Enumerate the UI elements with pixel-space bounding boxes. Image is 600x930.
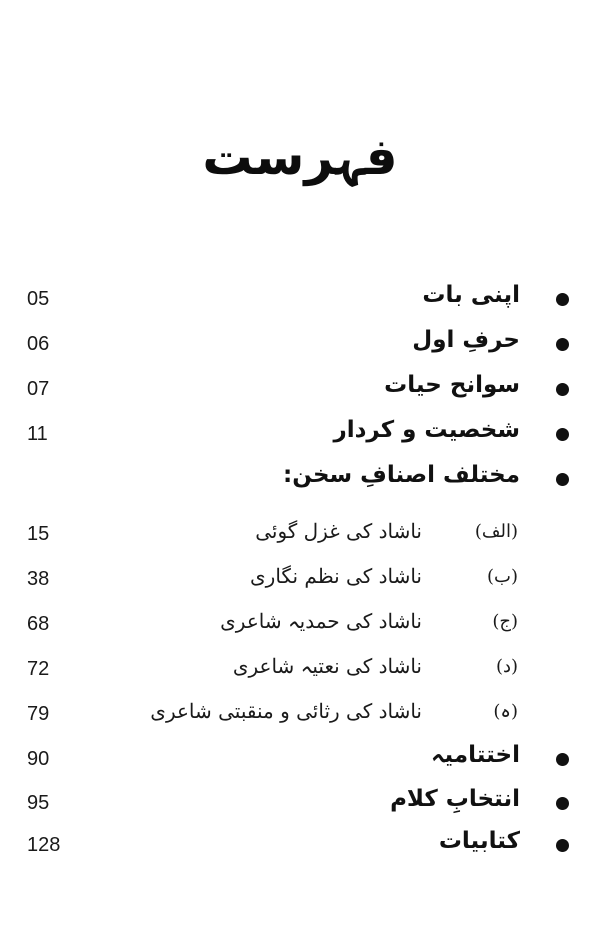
toc-entry (0, 370, 600, 410)
page-number: 79 (27, 703, 50, 725)
bullet-icon (556, 753, 569, 766)
toc-entry (0, 784, 600, 824)
subentry-marker: (ج) (492, 611, 518, 632)
entry-title: اپنی بات (422, 282, 520, 308)
bullet-icon (556, 428, 569, 441)
toc-entry (0, 740, 600, 780)
toc-subentry (0, 695, 600, 735)
toc-entry (0, 280, 600, 320)
page-number: 07 (27, 378, 50, 400)
bullet-icon (556, 797, 569, 810)
bullet-icon (556, 293, 569, 306)
entry-title: ناشاد کی رثائی و منقبتی شاعری (150, 699, 422, 723)
page-number: 06 (27, 333, 50, 355)
bullet-icon (556, 383, 569, 396)
bullet-icon (556, 338, 569, 351)
page-number: 11 (27, 423, 48, 445)
page-title: فہرست (202, 128, 398, 186)
bullet-icon (556, 839, 569, 852)
entry-title: ناشاد کی حمدیہ شاعری (220, 609, 422, 633)
subentry-marker: (د) (495, 656, 518, 677)
page-number: 05 (27, 288, 50, 310)
entry-title: شخصیت و کردار (333, 417, 520, 443)
toc-subentry (0, 605, 600, 645)
entry-title: سوانح حیات (384, 372, 520, 398)
page-number: 90 (27, 748, 50, 770)
entry-title: ناشاد کی نظم نگاری (250, 564, 422, 588)
entry-title: حرفِ اول (412, 327, 520, 353)
page-number: 15 (27, 523, 50, 545)
toc-subentry (0, 650, 600, 690)
entry-title: انتخابِ کلام (390, 786, 520, 812)
page-number: 68 (27, 613, 50, 635)
subentry-marker: (ہ) (493, 701, 518, 722)
entry-title: کتابیات (438, 828, 520, 854)
toc-section-heading (0, 460, 600, 500)
subentry-marker: (ب) (487, 566, 518, 587)
bullet-icon (556, 473, 569, 486)
entry-title: اختتامیہ (431, 742, 520, 768)
page-number: 95 (27, 792, 50, 814)
subentry-marker: (الف) (474, 521, 518, 542)
toc-entry (0, 415, 600, 455)
toc-subentry (0, 560, 600, 600)
page-number: 38 (27, 568, 50, 590)
page-number: 72 (27, 658, 50, 680)
entry-title: ناشاد کی غزل گوئی (255, 519, 422, 543)
toc-entry (0, 325, 600, 365)
toc-subentry (0, 515, 600, 555)
toc-entry (0, 826, 600, 866)
page-number: 128 (27, 834, 61, 856)
entry-title: مختلف اصنافِ سخن: (283, 462, 520, 488)
entry-title: ناشاد کی نعتیہ شاعری (232, 654, 422, 678)
